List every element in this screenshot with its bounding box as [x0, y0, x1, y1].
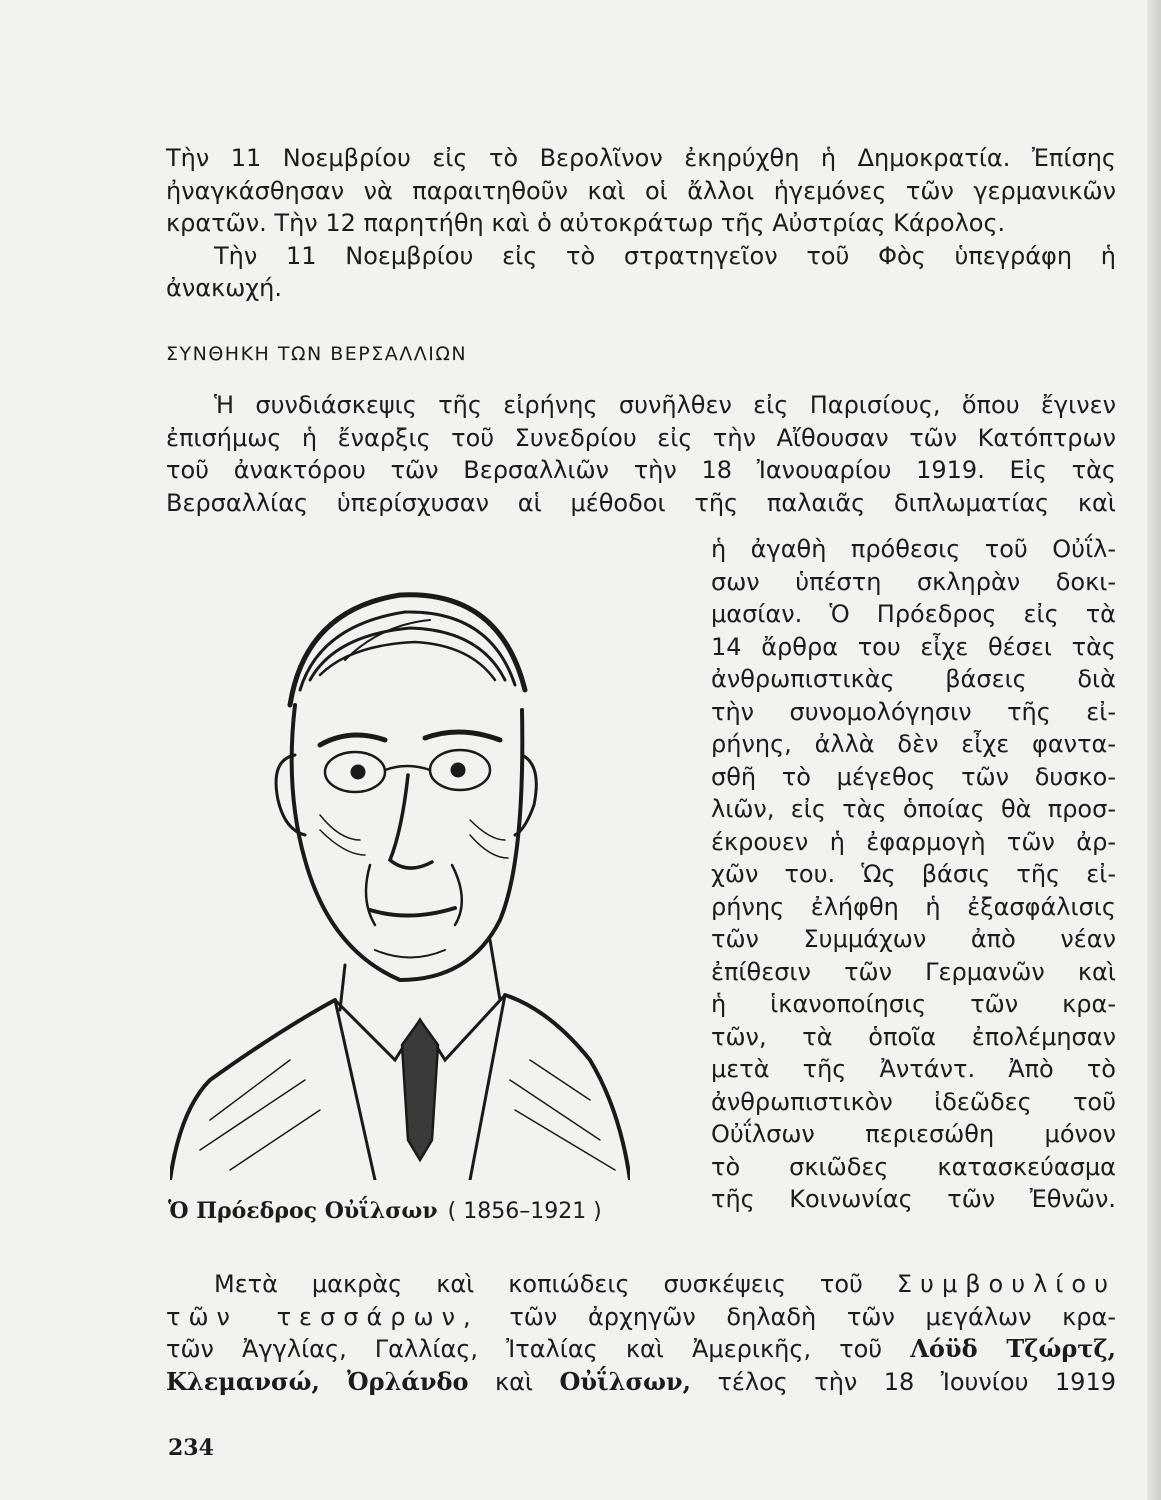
text-line: Τὴν 11 Νοεμβρίου εἰς τὸ στρατηγεῖον τοῦ Φὸς ὑπεγράφη ἡ	[214, 241, 1116, 270]
bold-name: Λόϋδ Τζώρτζ,	[910, 1334, 1116, 1363]
right-column-text	[711, 533, 1116, 1216]
text-span: τῶν ἀρχηγῶν δηλαδὴ τῶν μεγάλων κρα-	[509, 1302, 1117, 1331]
text-span: Μετὰ μακρὰς καὶ κοπιώδεις συσκέψεις τοῦ	[214, 1270, 863, 1298]
text-line: σων ὑπέστη σκληρὰν δοκι-	[711, 567, 1116, 596]
text-line: Τὴν 11 Νοεμβρίου εἰς τὸ Βερολῖνον ἐκηρύχθη ἡ Δημοκρατία. Ἐπίσης	[166, 144, 1116, 172]
text-line: Ἡ συνδιάσκεψις τῆς εἰρήνης συνῆλθεν εἰς Παρισίους, ὅπου ἔγινεν	[214, 391, 1116, 419]
section-heading: ΣΥΝΘΗΚΗ ΤΩΝ ΒΕΡΣΑΛΛΙΩΝ	[166, 343, 468, 365]
text-line: ἀνακωχή.	[166, 274, 282, 302]
text-line: σθῆ τὸ μέγεθος τῶν δυσκο-	[711, 762, 1116, 791]
text-line: 14 ἄρθρα του εἶχε θέσει τὰς	[711, 632, 1116, 661]
text-line	[166, 1268, 1116, 1301]
text-line: μασίαν. Ὁ Πρόεδρος εἰς τὰ	[711, 600, 1116, 628]
text-line: τὸ σκιῶδες κατασκεύασμα	[711, 1152, 1116, 1181]
text-line: ρήνης ἐλήφθη ἡ ἐξασφάλισις	[711, 892, 1116, 921]
text-line: ρήνης, ἀλλὰ δὲν εἶχε φαντα-	[711, 730, 1116, 758]
text-line: τὴν συνομολόγησιν τῆς εἰ-	[711, 697, 1116, 726]
bold-name: Κλεμανσώ, Ὀρλάνδο	[166, 1366, 469, 1396]
text-line	[166, 1333, 1116, 1366]
text-line: ἀνθρωπιστικὸν ἰδεῶδες τοῦ	[711, 1087, 1116, 1116]
text-line: τῶν, τὰ ὁποῖα ἐπολέμησαν	[711, 1022, 1116, 1051]
text-line: Βερσαλλίας ὑπερίσχυσαν αἱ μέθοδοι τῆς παλαιᾶς διπλωματίας καὶ	[166, 488, 1116, 517]
text-line: ἀνθρωπιστικὰς βάσεις διὰ	[711, 665, 1116, 693]
text-line	[166, 1301, 1116, 1334]
text-line: ἡ ἀγαθὴ πρόθεσις τοῦ Οὐΐλ-	[711, 535, 1116, 563]
text-line: έκρουεν ἡ ἐφαρμογὴ τῶν ἀρ-	[711, 827, 1116, 856]
spaced-term: Συμβουλίου	[896, 1270, 1116, 1298]
versailles-paragraph	[166, 389, 1116, 519]
text-line	[166, 1366, 1116, 1399]
text-line: τοῦ ἀνακτόρου τῶν Βερσαλλιῶν τὴν 18 Ἰανουαρίου 1919. Εἰς τὰς	[166, 456, 1116, 484]
caption-years: ( 1856–1921 )	[447, 1199, 602, 1224]
text-span: καὶ	[494, 1367, 534, 1396]
text-line: ἐπίθεσιν τῶν Γερμανῶν καὶ	[711, 957, 1116, 986]
intro-paragraph	[166, 142, 1116, 305]
council-paragraph	[166, 1268, 1116, 1398]
text-line: Οὐΐλσων περιεσώθη μόνον	[711, 1120, 1116, 1148]
text-line: τῆς Κοινωνίας τῶν Ἐθνῶν.	[711, 1185, 1116, 1213]
page-number: 234	[168, 1435, 214, 1461]
text-line: ἠναγκάσθησαν νὰ παραιτηθοῦν καὶ οἱ ἄλλοι ἡγεμόνες τῶν γερμανικῶν	[166, 176, 1116, 205]
caption-name: Ὁ Πρόεδρος Οὐΐλσων	[168, 1198, 438, 1224]
text-span: τῶν Ἀγγλίας, Γαλλίας, Ἰταλίας καὶ Ἀμερικῆς, τοῦ	[166, 1335, 883, 1363]
portrait-illustration	[170, 540, 630, 1180]
text-span: τέλος τὴν 18 Ἰουνίου 1919	[717, 1367, 1116, 1396]
page-edge-shadow	[1147, 0, 1161, 1500]
text-line: ἡ ἱκανοποίησις τῶν κρα-	[711, 990, 1116, 1018]
text-line: κρατῶν. Τὴν 12 παρητήθη καὶ ὁ αὐτοκράτωρ τῆς Αὐστρίας Κάρολος.	[166, 209, 1006, 237]
portrait-caption	[168, 1198, 602, 1224]
spaced-term: τῶν τεσσάρων,	[166, 1302, 479, 1331]
text-line: χῶν του. Ὡς βάσις τῆς εἰ-	[711, 860, 1116, 888]
text-line: ἐπισήμως ἡ ἔναρξις τοῦ Συνεδρίου εἰς τὴν Αἴθουσαν τῶν Κατόπτρων	[166, 423, 1116, 452]
text-line: τῶν Συμμάχων ἀπὸ νέαν	[711, 925, 1116, 953]
bold-name: Οὐΐλσων,	[559, 1366, 692, 1396]
text-line: μετὰ τῆς Ἀντάντ. Ἀπὸ τὸ	[711, 1055, 1116, 1083]
text-line: λιῶν, εἰς τὰς ὁποίας θὰ προσ-	[711, 795, 1116, 823]
